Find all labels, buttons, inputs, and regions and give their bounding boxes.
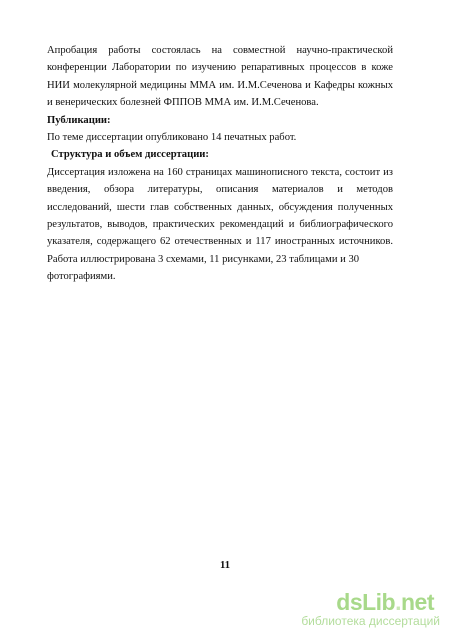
- structure-line-2: введения, обзора литературы, описания материалов и методов: [47, 184, 393, 196]
- dslib-watermark: [270, 590, 440, 630]
- publications-text: По теме диссертации опубликовано 14 печатных работ.: [47, 131, 297, 143]
- logo-main-text: dsLib: [336, 589, 396, 615]
- dslib-logo: [336, 590, 434, 614]
- logo-tld-text: net: [401, 589, 434, 615]
- structure-line-7: фотографиями.: [47, 271, 116, 283]
- structure-line-3: исследований, шести глав собственных данных, обсуждения полученных: [47, 201, 393, 213]
- document-body: [47, 42, 393, 285]
- structure-line-5: указателя, содержащего 62 отечественных и 117 иностранных источников.: [47, 236, 393, 248]
- page-number: 11: [219, 560, 230, 571]
- approbation-line-3: НИИ молекулярной медицины ММА им. И.М.Сеченова и Кафедры кожных: [47, 79, 393, 91]
- approbation-line-1: Апробация работы состоялась на совместной научно-практической: [47, 45, 393, 56]
- approbation-line-2: конференции Лаборатории по изучению репаративных процессов в коже: [47, 62, 393, 74]
- structure-line-4: результатов, выводов, практических рекомендаций и библиографического: [47, 218, 393, 230]
- structure-heading: Структура и объем диссертации:: [51, 149, 209, 161]
- watermark-subtitle: библиотека диссертаций: [301, 614, 440, 628]
- logo-dot: .: [395, 589, 401, 615]
- structure-line-1: Диссертация изложена на 160 страницах машинописного текста, состоит из: [47, 166, 393, 178]
- publications-heading: Публикации:: [47, 114, 111, 126]
- approbation-line-4: и венерических болезней ФППОВ ММА им. И.М.Сеченова.: [47, 97, 319, 109]
- structure-line-6: Работа иллюстрирована 3 схемами, 11 рисунками, 23 таблицами и 30: [47, 253, 360, 265]
